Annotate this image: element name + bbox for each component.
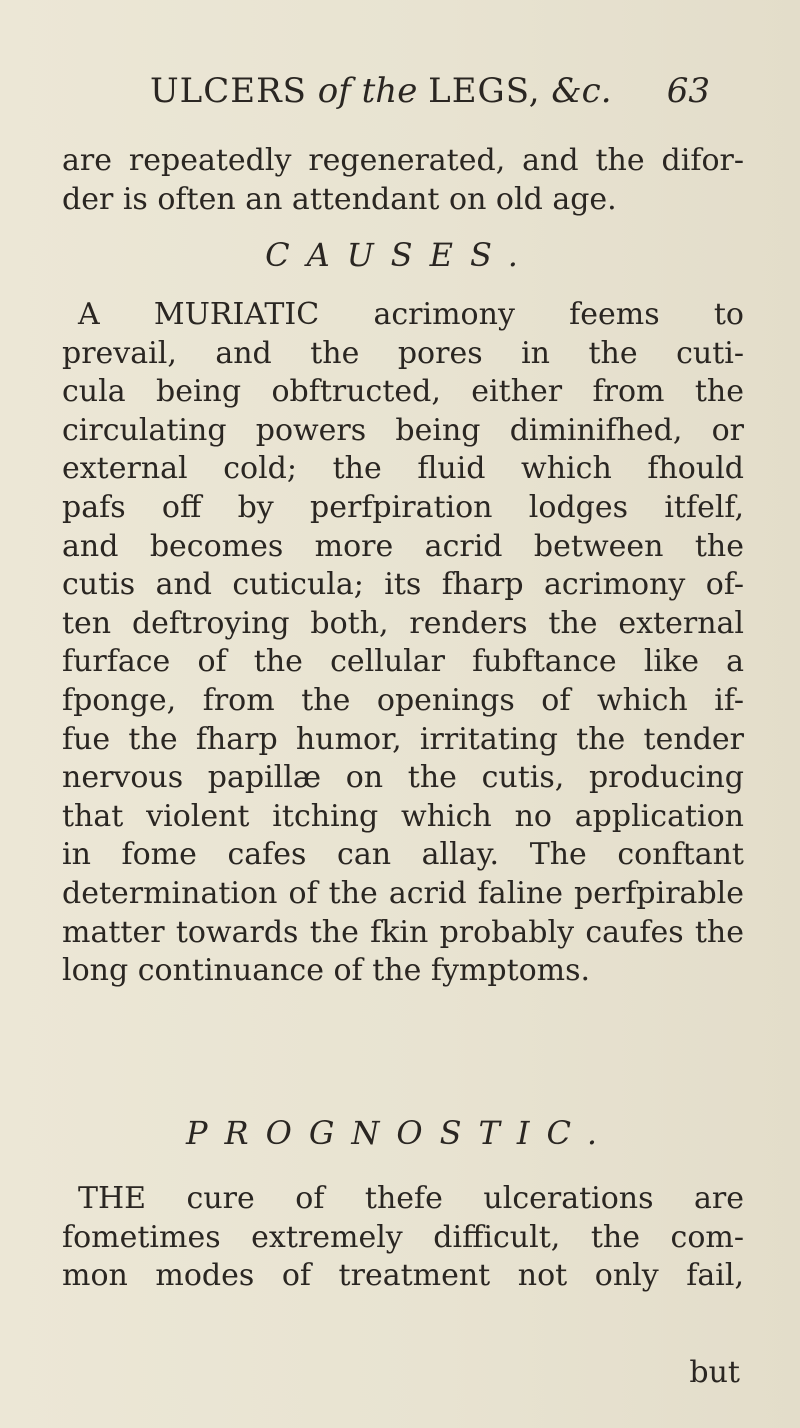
page-number: 63 <box>666 71 710 111</box>
text-line: furface of the cellular fubftance like a <box>62 644 744 680</box>
text-line: external cold; the fluid which fhould <box>62 451 744 487</box>
text-line: ten deftroying both, renders the external <box>62 605 744 641</box>
text-line: nervous papillæ on the cutis, producing <box>62 760 744 796</box>
catchword: but <box>689 1355 740 1390</box>
text-line: mon modes of treatment not only fail, <box>62 1258 744 1294</box>
text-line: fometimes extremely difficult, the com- <box>62 1219 744 1255</box>
section-heading-causes: CAUSES. <box>265 236 535 274</box>
text-line: long continuance of the fymptoms. <box>62 953 591 989</box>
text-line: are repeatedly regenerated, and the difor- <box>62 143 744 178</box>
intro-paragraph <box>62 142 744 219</box>
text-line: that violent itching which no application <box>62 798 744 834</box>
running-title-of-the: of the <box>317 71 418 111</box>
running-title: ULCERS <box>150 71 307 111</box>
text-line: pafs off by perfpiration lodges itfelf, <box>62 489 744 525</box>
running-title-etc: &c. <box>551 71 612 111</box>
text-line: cutis and cuticula; its fharp acrimony of- <box>62 567 744 603</box>
text-line: circulating powers being diminifhed, or <box>62 412 744 448</box>
running-header <box>150 66 710 116</box>
text-line: matter towards the fkin probably caufes the <box>62 914 744 950</box>
section-heading-prognostic: PROGNOSTIC. <box>185 1114 615 1152</box>
text-line: fponge, from the openings of which if- <box>62 682 744 718</box>
text-line: prevail, and the pores in the cuti- <box>62 335 744 371</box>
text-line: determination of the acrid faline perfpirable <box>62 875 744 911</box>
text-line: der is often an attendant on old age. <box>62 181 617 217</box>
prognostic-paragraph <box>62 1180 744 1296</box>
text-line: in fome cafes can allay. The conftant <box>62 837 744 873</box>
text-line: fue the fharp humor, irritating the tender <box>62 721 744 757</box>
running-title-legs: LEGS, <box>428 71 541 111</box>
text-line: THE cure of thefe ulcerations are <box>78 1181 744 1216</box>
text-line: and becomes more acrid between the <box>62 528 744 564</box>
text-line: A MURIATIC acrimony feems to <box>78 297 744 332</box>
causes-paragraph <box>62 296 744 991</box>
text-line: cula being obftructed, either from the <box>62 374 744 410</box>
